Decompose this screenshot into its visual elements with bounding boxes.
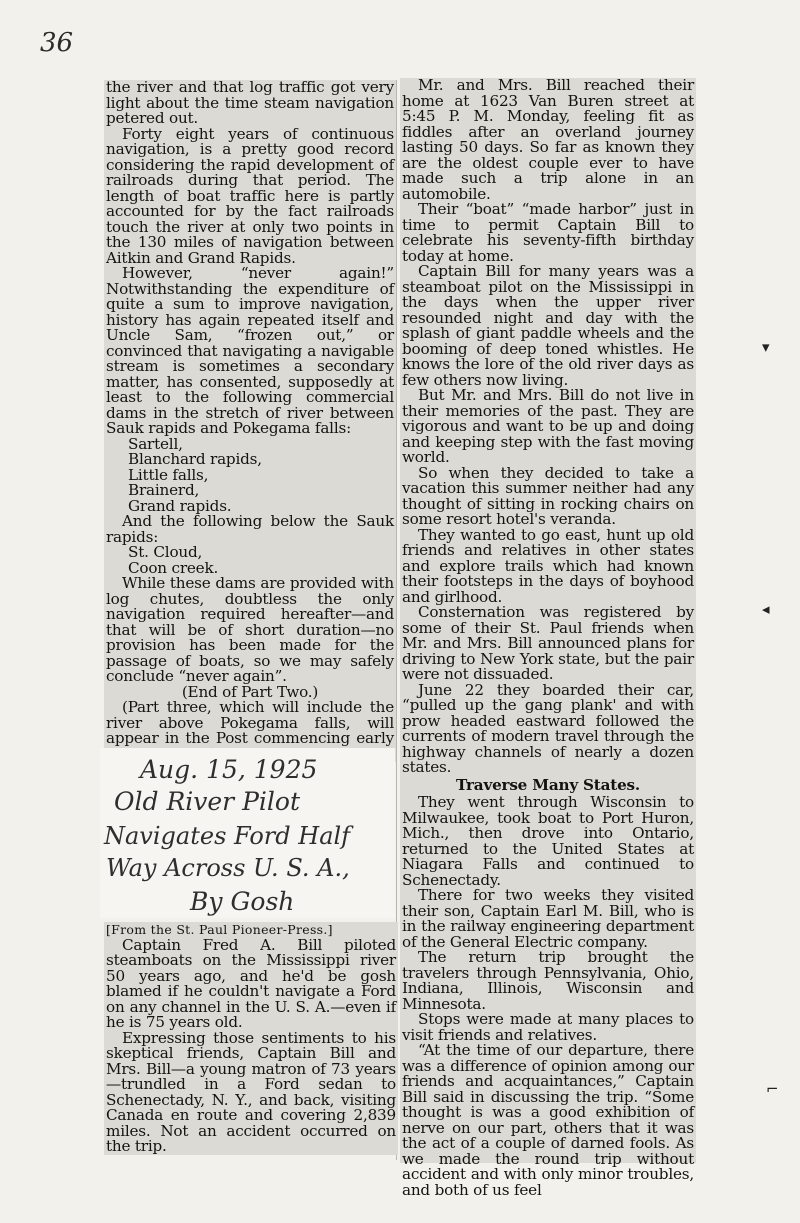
paragraph: the river and that log traffic got very light about the time steam navigation petered out.	[106, 78, 394, 127]
margin-mark: ⌐	[766, 1080, 779, 1098]
paragraph: So when they decided to take a vacation this summer neither had any thought of sitting in rocking chairs on some resort hotel's veranda.	[402, 463, 694, 528]
dam-list-item: Grand rapids.	[128, 496, 232, 515]
paragraph: Expressing those sentiments to his skeptical friends, Captain Bill and Mrs. Bill—a young matron of 73 years—trundled in a Ford sedan to Schenectady, N. Y., and back, visiting Canada en route and covering 2,839 miles. Not an accident occurred on the trip.	[106, 1028, 396, 1155]
paragraph: “At the time of our departure, there was a difference of opinion among our friends and acquaintances,” Captain Bill said in discussing the trip. “Some thought is was a good exhibition of nerve on our part, others that it was the act of a couple of darned fools. As we made the round trip without accident and with only minor troubles, and both of us feel	[402, 1041, 694, 1199]
source-credit: [From the St. Paul Pioneer-Press.]	[106, 922, 333, 937]
paragraph: They wanted to go east, hunt up old friends and relatives in other states and explore trails which had known their footsteps in the days of boyhood and girlhood.	[402, 525, 694, 606]
paragraph: Captain Bill for many years was a steamboat pilot on the Mississippi in the days when the upper river resounded night and day with the splash of giant paddle wheels and the booming of deep toned whistles. He knows the lore of the old river days as few others now living.	[402, 262, 694, 389]
handwritten-line: Navigates Ford Half	[104, 822, 351, 850]
paragraph: Stops were made at many places to visit friends and relatives.	[402, 1010, 694, 1044]
handwritten-note	[100, 748, 395, 918]
paragraph: Captain Fred A. Bill piloted steamboats on the Mississippi river 50 years ago, and he'd be gosh blamed if he couldn't navigate a Ford on any channel in the U. S. A.—even if he is 75 years old.	[106, 935, 396, 1031]
handwritten-line: Old River Pilot	[114, 787, 300, 816]
margin-mark: ▾	[762, 338, 770, 356]
end-note: (End of Part Two.)	[181, 682, 319, 701]
paragraph: The return trip brought the travelers through Pennsylvania, Ohio, Indiana, Illinois, Wisconsin and Minnesota.	[402, 948, 694, 1013]
next-part-note: (Part three, which will include the river above Pokegama falls, will appear in the Post commencing early	[106, 698, 394, 747]
paragraph: June 22 they boarded their car, “pulled up the gang plank' and with prow headed eastward followed the currents of modern travel through the highway channels of nearly a dozen states.	[402, 680, 694, 776]
paragraph: Their “boat” “made harbor” just in time to permit Captain Bill to celebrate his seventy-fifth birthday today at home.	[402, 200, 694, 265]
right-column	[400, 76, 696, 1199]
paragraph: Consternation was registered by some of their St. Paul friends when Mr. and Mrs. Bill announced plans for driving to New York state, but the pair were not dissuaded.	[402, 603, 694, 683]
handwritten-line: Way Across U. S. A.,	[106, 854, 350, 882]
dam-list-item: Brainerd,	[128, 481, 200, 499]
section-subhead: Traverse Many States.	[456, 775, 640, 794]
paragraph: Forty eight years of continuous navigation, is a pretty good record considering the rapid development of railroads during that period. The length of boat traffic here is partly accounted for by the fact railroads touch the river at only two points in the 130 miles of navigation between Aitkin and Grand Rapids.	[106, 124, 394, 267]
handwritten-line: Aug. 15, 1925	[140, 755, 318, 784]
paragraph: Mr. and Mrs. Bill reached their home at 1623 Van Buren street at 5:45 P. M. Monday, feeling fit as fiddles after an overland journey lasting 50 days. So far as known they are the oldest couple ever to have made such a trip alone in an automobile.	[402, 76, 694, 203]
dam-list-item: Sartell,	[128, 434, 183, 453]
dam-list-item: St. Cloud,	[128, 543, 203, 561]
paragraph: While these dams are provided with log chutes, doubtless the only navigation required hereafter—and that will be of short duration—no provision has been made for the passage of boats, so we may safely conclude “never again”.	[106, 574, 394, 685]
paragraph: But Mr. and Mrs. Bill do not live in their memories of the past. They are vigorous and want to be up and doing and keeping step with the fast moving world.	[402, 386, 694, 466]
page-number: 36	[40, 28, 74, 58]
paragraph: However, “never again!” Notwithstanding the expenditure of quite a sum to improve navigation, history has again repeated itself and Uncle Sam, “frozen out,” or convinced that navigating a navigable stream is sometimes a secondary matter, has consented, supposedly at least to the following commercial dams in the stretch of river between Sauk rapids and Pokegama falls:	[106, 264, 394, 437]
handwritten-line: By Gosh	[190, 887, 295, 916]
paragraph: And the following below the Sauk rapids:	[106, 512, 394, 546]
left-column-top	[104, 80, 396, 762]
dam-list-item: Coon creek.	[128, 558, 219, 577]
dam-list-item: Blanchard rapids,	[128, 450, 262, 468]
margin-mark: ◂	[762, 600, 770, 618]
paragraph: They went through Wisconsin to Milwaukee, took boat to Port Huron, Mich., then drove into Ontario, returned to the United States at Niagara Falls and continued to Schenectady.	[402, 793, 694, 889]
paragraph: There for two weeks they visited their son, Captain Earl M. Bill, who is in the railway engineering department of the General Electric company.	[402, 886, 694, 951]
dam-list-item: Little falls,	[128, 465, 209, 484]
left-column-bottom	[104, 922, 398, 1155]
